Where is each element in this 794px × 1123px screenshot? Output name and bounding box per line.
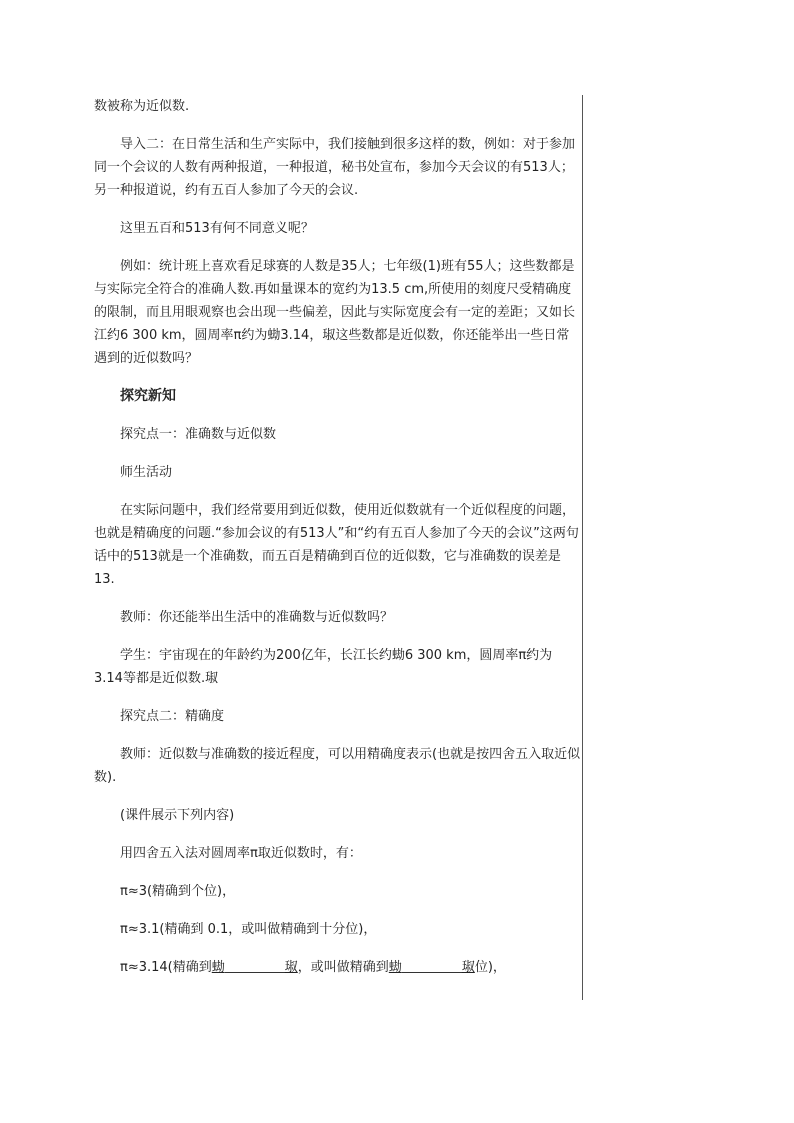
blank-two-left-mark: 蜐 bbox=[388, 960, 402, 975]
teacher-question: 教师：你还能举出生活中的准确数与近似数吗？ bbox=[120, 610, 394, 625]
text-line-continuation: 数被称为近似数. bbox=[94, 99, 190, 114]
pi-approx-hundredths-end: 位)， bbox=[474, 960, 506, 975]
pi-approx-tenths: π≈3.1(精确到 0.1，或叫做精确到十分位)， bbox=[120, 922, 377, 937]
courseware-note: (课件展示下列内容) bbox=[120, 808, 235, 823]
fill-in-blank-two[interactable] bbox=[402, 958, 462, 973]
paragraph-precision-intro: 在实际问题中，我们经常要用到近似数，使用近似数就有一个近似程度的问题，也就是精确度的问题.“参加会议的有513人”和“约有五百人参加了今天的会议”这两句话中的513就是一个准确数，而五百是精确到百位的近似数，它与准确数的误差是13. bbox=[94, 503, 579, 587]
student-answer: 学生：宇宙现在的年龄约为200亿年，长江长约蜐6 300 km，圆周率π约为3.14等都是近似数.琡 bbox=[94, 648, 553, 686]
rounding-pi-intro: 用四舍五入法对圆周率π取近似数时，有： bbox=[120, 846, 362, 861]
lesson-content bbox=[94, 95, 581, 979]
teacher-precision-definition: 教师：近似数与准确数的接近程度，可以用精确度表示(也就是按四舍五入取近似数). bbox=[94, 747, 581, 785]
section-heading-explore: 探究新知 bbox=[120, 388, 176, 404]
teacher-student-activity: 师生活动 bbox=[120, 465, 173, 480]
paragraph-examples: 例如：统计班上喜欢看足球赛的人数是35人；七年级(1)班有55人；这些数都是与实际完全符合的准确人数.再如量课本的宽约为13.5 cm,所使用的刻度尺受精确度的限制，而且用眼观察也会出现一些偏差，因此与实际宽度会有一定的差距；又如长江约6 300 km，圆周率π约为蜐3.14，琡这些数都是近似数，你还能举出一些日常遇到的近似数吗？ bbox=[94, 259, 576, 366]
pi-approx-hundredths-start: π≈3.14(精确到 bbox=[120, 960, 212, 975]
pi-approx-hundredths bbox=[94, 956, 581, 979]
paragraph-intro-two: 导入二：在日常生活和生产实际中，我们接触到很多这样的数，例如：对于参加同一个会议的人数有两种报道，一种报道，秘书处宣布，参加今天会议的有513人；另一种报道说，约有五百人参加了今天的会议. bbox=[94, 137, 576, 198]
pi-approx-units: π≈3(精确到个位)， bbox=[120, 884, 236, 899]
explore-point-two: 探究点二：精确度 bbox=[120, 709, 225, 724]
blank-one-left-mark: 蜐 bbox=[211, 960, 225, 975]
table-border-right bbox=[582, 95, 583, 1000]
blank-two-right-mark: 琡 bbox=[461, 960, 475, 975]
fill-in-blank-one[interactable] bbox=[225, 958, 285, 973]
paragraph-question: 这里五百和513有何不同意义呢？ bbox=[120, 221, 314, 236]
blank-one-right-mark: 琡 bbox=[284, 960, 298, 975]
pi-approx-hundredths-middle: ，或叫做精确到 bbox=[297, 960, 389, 975]
explore-point-one: 探究点一：准确数与近似数 bbox=[120, 427, 277, 442]
